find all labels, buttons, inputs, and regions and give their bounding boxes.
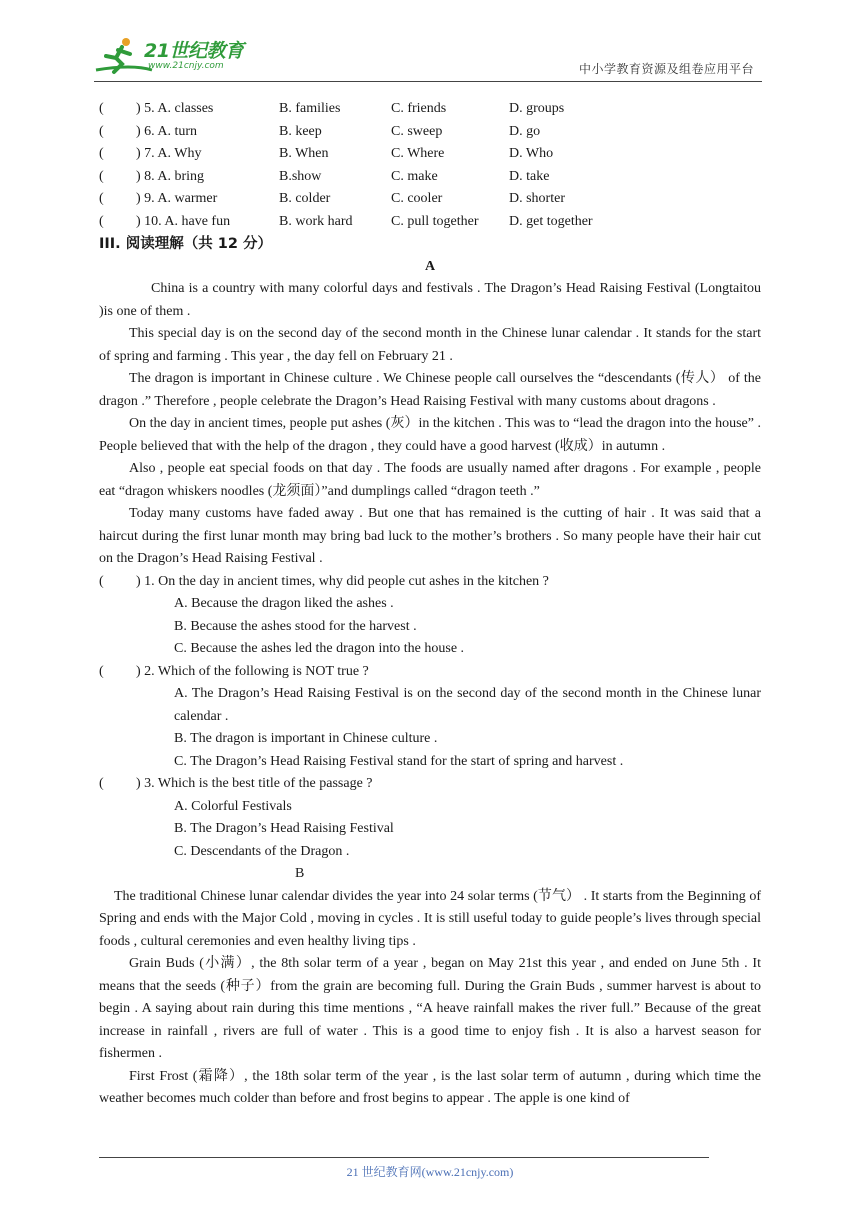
passage-b-body [99, 886, 761, 1111]
option-bracket: ( [99, 213, 104, 229]
option-b: B. When [279, 146, 329, 161]
option-row [99, 98, 761, 121]
option-b: B.show [279, 168, 322, 184]
option-number: ) 9. A. warmer [136, 191, 218, 206]
option-b: B. work hard [279, 213, 353, 229]
passage-a-questions [99, 571, 761, 864]
logo [92, 34, 262, 78]
passage-a-body [99, 278, 761, 571]
footer-divider [99, 1157, 709, 1158]
option-row [99, 188, 761, 211]
option-number: ) 10. A. have fun [136, 213, 231, 229]
option-d: D. Who [509, 146, 554, 161]
option-number: ) 8. A. bring [136, 168, 205, 184]
answer-bracket: ( [99, 776, 104, 791]
option-d: D. shorter [509, 191, 565, 206]
question-row [99, 661, 761, 684]
option-bracket: ( [99, 191, 104, 206]
paragraph: China is a country with many colorful days and festivals . The Dragon’s Head Raising Festival (Longtaitou )is one of them . [99, 281, 761, 319]
option-b: B. keep [279, 123, 322, 139]
paragraph: The traditional Chinese lunar calendar divides the year into 24 solar terms (节气） . It starts from the Beginning of Spring and ends with the Major Cold , moving in cycles . It is still useful today to guide people’s lives through special foods , cultural ceremonies and even healthy living tips . [99, 888, 761, 949]
paragraph: Grain Buds (小满）, the 8th solar term of a year , began on May 21st this year , and ended on June 5th . It means that the seeds (种子）from the grain are becoming full. During the Grain Buds , summer harvest is about to begin . A saying about rain during this time mentions , “A heave rainfall makes the river full.” Because of the great increase in rainfall , rivers are full of water . This is a good time to enjoy fish . It is also a harvest season for fishermen . [99, 956, 761, 1061]
option-c: C. pull together [391, 213, 479, 229]
option-bracket: ( [99, 101, 104, 116]
option-c: C. make [391, 168, 438, 184]
option-bracket: ( [99, 123, 104, 139]
option-c: C. Where [391, 146, 445, 161]
question-row [99, 773, 761, 796]
option-d: D. take [509, 168, 550, 184]
option-row [99, 211, 761, 234]
option-number: ) 7. A. Why [136, 146, 202, 161]
question-text: ) 1. On the day in ancient times, why did people cut ashes in the kitchen ? [136, 573, 549, 589]
answer-choice: B. The dragon is important in Chinese culture . [174, 731, 438, 746]
paragraph: This special day is on the second day of the second month in the Chinese lunar calendar . It stands for the start of spring and farming . This year , the day fell on February 21 . [99, 326, 761, 364]
option-b: B. colder [279, 191, 331, 206]
passage-a-title: A [424, 258, 436, 274]
answer-choice: C. The Dragon’s Head Raising Festival stand for the start of spring and harvest . [174, 753, 624, 769]
option-bracket: ( [99, 146, 104, 161]
page-header [92, 30, 760, 82]
option-row [99, 166, 761, 189]
header-divider [94, 81, 762, 82]
answer-choice: B. Because the ashes stood for the harvest . [174, 618, 417, 634]
answer-choice: A. Colorful Festivals [174, 798, 292, 814]
cloze-options [99, 98, 761, 233]
paragraph: The dragon is important in Chinese culture . We Chinese people call ourselves the “descendants (传人） of the dragon .” Therefore , people celebrate the Dragon’s Head Raising Festival with many customs about dragons . [99, 371, 761, 409]
option-row [99, 121, 761, 144]
option-b: B. families [279, 101, 341, 116]
answer-bracket: ( [99, 663, 104, 679]
question-row [99, 571, 761, 594]
option-number: ) 6. A. turn [136, 123, 198, 139]
option-d: D. go [509, 123, 541, 139]
logo-url: www.21cnjy.com [148, 61, 224, 71]
platform-name: 中小学教育资源及组卷应用平台 [578, 62, 754, 76]
paragraph: Today many customs have faded away . But one that has remained is the cutting of hair . It was said that a haircut during the first lunar month may bring bad luck to the mother’s brothers . So many people have their hair cut on the Dragon’s Head Raising Festival . [99, 506, 761, 566]
footer-text: 21 世纪教育网(www.21cnjy.com) [346, 1165, 514, 1179]
section-heading: III. 阅读理解（共 12 分） [99, 236, 273, 252]
paragraph: On the day in ancient times, people put ashes (灰）in the kitchen . This was to “lead the dragon into the house” . People believed that with the help of the dragon , they could have a good harvest (收成）in autumn . [99, 416, 761, 454]
option-number: ) 5. A. classes [136, 101, 214, 116]
document-body [99, 98, 761, 1111]
option-c: C. friends [391, 101, 447, 116]
passage-b-title: B [295, 866, 305, 881]
logo-text: 21世纪教育 [144, 40, 244, 62]
question-text: ) 3. Which is the best title of the passage ? [136, 776, 373, 791]
paragraph: First Frost (霜降）, the 18th solar term of the year , is the last solar term of autumn , during which time the weather becomes much colder than before and frost begins to appear . The apple is one kind of [99, 1068, 761, 1106]
paragraph: Also , people eat special foods on that day . The foods are usually named after dragons . For example , people eat “dragon whiskers noodles (龙须面）”and dumplings called “dragon teeth .” [99, 461, 761, 499]
question-text: ) 2. Which of the following is NOT true ? [136, 663, 369, 679]
answer-bracket: ( [99, 573, 104, 589]
answer-choice: C. Descendants of the Dragon . [174, 843, 350, 859]
answer-choice: A. The Dragon’s Head Raising Festival is on the second day of the second month in the Chinese lunar calendar . [174, 686, 761, 724]
option-c: C. sweep [391, 123, 443, 139]
answer-choice: A. Because the dragon liked the ashes . [174, 596, 394, 611]
option-d: D. groups [509, 101, 565, 116]
option-bracket: ( [99, 168, 104, 184]
answer-choice: C. Because the ashes led the dragon into the house . [174, 641, 465, 656]
answer-choice: B. The Dragon’s Head Raising Festival [174, 821, 394, 836]
option-row [99, 143, 761, 166]
option-c: C. cooler [391, 191, 443, 206]
option-d: D. get together [509, 213, 593, 229]
